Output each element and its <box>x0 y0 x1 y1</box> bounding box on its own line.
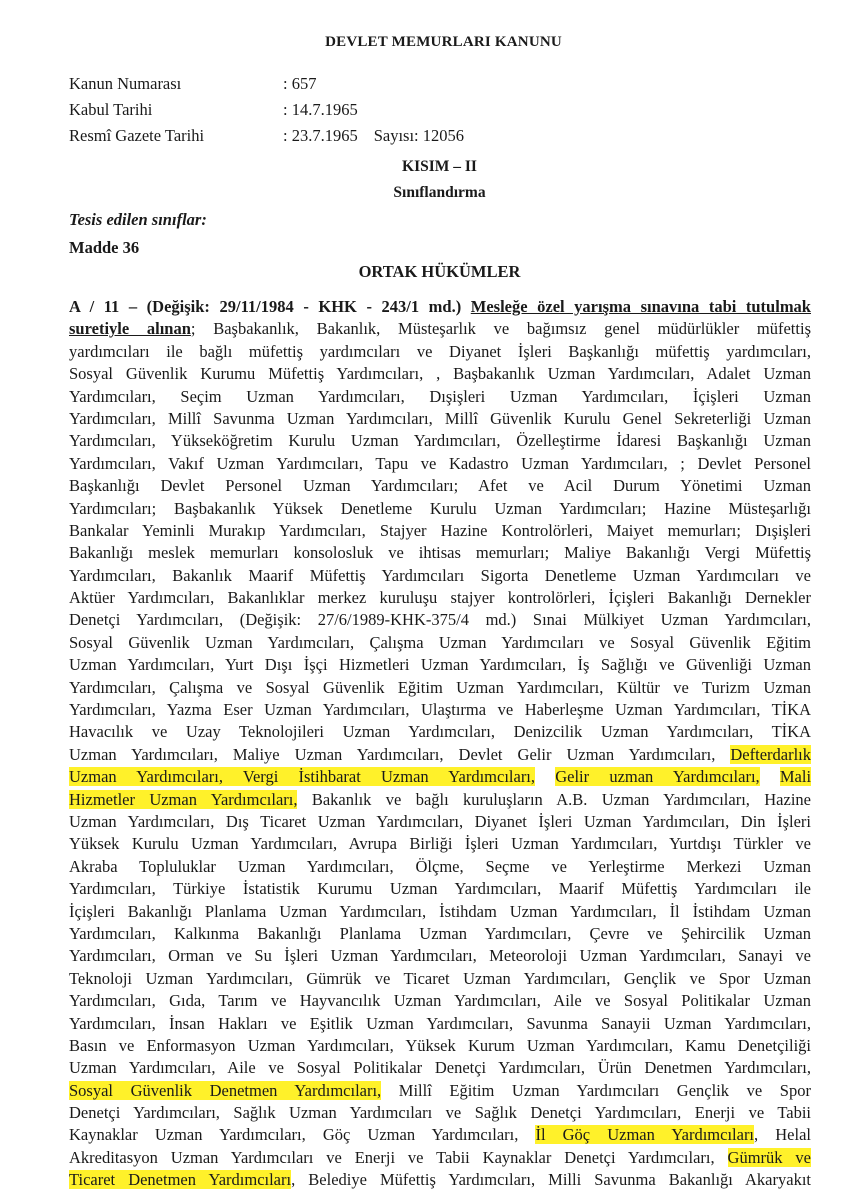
text-line: Yardımcıları, Yazma Eser Uzman Yardımcıları, Ulaştırma ve Haberleşme Uzman Yardımcıları, TİKA <box>69 700 811 720</box>
text-line: Bankalar Yeminli Murakıp Yardımcıları, Stajyer Hazine Kontrolörleri, Maiyet memurları; Dışişleri <box>69 520 811 540</box>
text-line: Uzman Yardımcıları, Aile ve Sosyal Politikalar Denetçi Yardımcıları, Ürün Denetmen Yardımcıları, <box>69 1058 811 1078</box>
highlighted-phrase: Gelir uzman Yardımcıları, <box>555 767 760 787</box>
text-line: Yardımcıları, Yükseköğretim Kurulu Uzman Yardımcıları, Özelleştirme İdaresi Başkanlığı Uzman <box>69 431 811 451</box>
highlighted-phrase: Ticaret Denetmen Yardımcıları <box>69 1170 292 1190</box>
text-line: Yardımcıları, Gıda, Tarım ve Hayvancılık Uzman Yardımcıları, Aile ve Sosyal Politikalar Uzman <box>69 991 811 1011</box>
text-line: Akraba Topluluklar Uzman Yardımcıları, Ölçme, Seçme ve Yerleştirme Merkezi Uzman <box>69 856 811 876</box>
meta-row-number <box>69 71 464 97</box>
text-line: Başkanlığı Devlet Personel Uzman Yardımcıları; Afet ve Acil Durum Yönetimi Uzman <box>69 476 811 496</box>
text-line: Yardımcıları, Orman ve Su İşleri Uzman Yardımcıları, Meteoroloji Uzman Yardımcıları, Sanayi ve <box>69 946 811 966</box>
text-line: Denetçi Yardımcıları, Sağlık Uzman Yardımcıları ve Sağlık Denetçi Yardımcıları, Enerji ve Tabii <box>69 1103 811 1123</box>
text-line: Yardımcıları, İnsan Hakları ve Eşitlik Uzman Yardımcıları, Savunma Sanayii Uzman Yardımcıları, <box>69 1013 811 1033</box>
meta-row-acceptance <box>69 97 464 123</box>
law-meta <box>69 71 464 149</box>
text-line: Yardımcıları, Millî Savunma Uzman Yardımcıları, Millî Güvenlik Kurulu Genel Sekreterliği Uzman <box>69 408 811 428</box>
text-line <box>69 744 811 766</box>
text-line: Havacılık ve Uzay Teknolojileri Uzman Yardımcıları, Denizcilik Uzman Yardımcıları, TİKA <box>69 722 811 742</box>
highlighted-phrase: Hizmetler Uzman Yardımcıları, <box>69 789 298 809</box>
tesis-heading: Tesis edilen sınıflar: <box>69 210 207 229</box>
text-line: Sosyal Güvenlik Uzman Yardımcıları, Çalışma Uzman Yardımcıları ve Sosyal Güvenlik Eğitim <box>69 632 811 652</box>
text-line <box>69 1169 811 1191</box>
text-line: Uzman Yardımcıları, Yurt Dışı İşçi Hizmetleri Uzman Yardımcıları, İş Sağlığı ve Güvenliği Uzman <box>69 655 811 675</box>
highlighted-phrase: Defterdarlık <box>730 744 811 764</box>
text-line: Yardımcıları; Başbakanlık Yüksek Denetleme Kurulu Uzman Yardımcıları; Hazine Müsteşarlığı <box>69 498 811 518</box>
text-run: ; Başbakanlık, Bakanlık, Müsteşarlık ve bağımsız genel müdürlükler müfettiş <box>190 319 811 339</box>
meta-row-gazette <box>69 123 464 149</box>
section-subtitle: Sınıflandırma <box>393 184 486 201</box>
underlined-phrase: suretiyle alınan <box>69 319 191 339</box>
text-line: Sosyal Güvenlik Kurumu Müfettiş Yardımcıları, , Başbakanlık Uzman Yardımcıları, Adalet Uzman <box>69 364 811 384</box>
text-line <box>69 1124 811 1146</box>
text-run: Kaynaklar Uzman Yardımcıları, Göç Uzman Yardımcıları, <box>69 1125 536 1145</box>
text-line: Yardımcıları, Türkiye İstatistik Kurumu Uzman Yardımcıları, Maarif Müfettiş Yardımcıları ile <box>69 879 811 899</box>
highlighted-phrase: Gümrük ve <box>727 1147 811 1167</box>
text-run: Akreditasyon Uzman Yardımcıları ve Enerji ve Tabii Kaynaklar Denetçi Yardımcıları, <box>69 1147 728 1167</box>
text-line: Basın ve Enformasyon Uzman Yardımcıları, Yüksek Kurum Uzman Yardımcıları, Kamu Denetçiliği <box>69 1035 811 1055</box>
text-line <box>69 766 811 788</box>
text-run: , Belediye Müfettiş Yardımcıları, Milli Savunma Bakanlığı Akaryakıt <box>291 1170 811 1190</box>
text-line: Uzman Yardımcıları, Dış Ticaret Uzman Yardımcıları, Diyanet İşleri Uzman Yardımcıları, Din İşleri <box>69 811 811 831</box>
text-line <box>69 1080 811 1102</box>
text-run: , Helal <box>754 1125 811 1145</box>
common-provisions-heading: ORTAK HÜKÜMLER <box>358 262 521 281</box>
text-line: Yüksek Kurulu Uzman Yardımcıları, Avrupa Birliği İşleri Uzman Yardımcıları, Yurtdışı Türkler ve <box>69 834 811 854</box>
text-line: İçişleri Bakanlığı Planlama Uzman Yardımcıları, İstihdam Uzman Yardımcıları, İl İstihdam Uzman <box>69 901 811 921</box>
article-body <box>69 296 811 1192</box>
amendment-ref: A / 11 – (Değişik: 29/11/1984 - KHK - 243/1 md.) <box>69 297 471 316</box>
highlighted-phrase: Uzman Yardımcıları, Vergi İstihbarat Uzman Yardımcıları, <box>69 767 536 787</box>
text-line <box>69 789 811 811</box>
text-line: Yardımcıları, Bakanlık Maarif Müfettiş Yardımcıları Sigorta Denetleme Uzman Yardımcıları ve <box>69 565 811 585</box>
meta-value: : 14.7.1965 <box>283 100 358 119</box>
text-line <box>69 318 811 340</box>
document-title: DEVLET MEMURLARI KANUNU <box>325 34 562 50</box>
text-run: Millî Eğitim Uzman Yardımcıları Gençlik ve Spor <box>381 1080 811 1100</box>
text-run: Uzman Yardımcıları, Maliye Uzman Yardımcıları, Devlet Gelir Uzman Yardımcıları, <box>69 744 731 764</box>
article-heading: Madde 36 <box>69 238 140 257</box>
meta-label: Resmî Gazete Tarihi <box>69 126 205 145</box>
meta-value: : 657 <box>283 74 317 93</box>
text-line: Yardımcıları, Seçim Uzman Yardımcıları, Dışişleri Uzman Yardımcıları, İçişleri Uzman <box>69 386 811 406</box>
meta-label: Kabul Tarihi <box>69 100 153 119</box>
text-line: Aktüer Yardımcıları, Bakanlıklar merkez kuruluşu stajyer kontrolörleri, İçişleri Bakanlığı Dernekler <box>69 588 811 608</box>
text-line: yardımcıları ile bağlı müfettiş yardımcıları ve Diyanet İşleri Başkanlığı müfettiş yardımcıları, <box>69 341 811 361</box>
meta-extra: Sayısı: 12056 <box>373 126 465 145</box>
text-line: Denetçi Yardımcıları, (Değişik: 27/6/1989-KHK-375/4 md.) Sınai Mülkiyet Uzman Yardımcıları, <box>69 610 811 630</box>
text-line: Teknoloji Uzman Yardımcıları, Gümrük ve Ticaret Uzman Yardımcıları, Gençlik ve Spor Uzman <box>69 968 811 988</box>
underlined-phrase: Mesleğe özel yarışma sınavına tabi tutulmak <box>470 297 811 316</box>
highlighted-phrase: Mali <box>779 767 812 787</box>
text-line: Bakanlığı meslek memurları konsolosluk ve ihtisas memurları; Maliye Bakanlığı Vergi Müfettiş <box>69 543 811 563</box>
text-line: Yardımcıları, Vakıf Uzman Yardımcıları, Tapu ve Kadastro Uzman Yardımcıları, ; Devlet Personel <box>69 453 811 473</box>
section-title: KISIM – II <box>402 158 477 175</box>
text-line <box>69 1147 811 1169</box>
meta-value: : 23.7.1965 <box>283 126 358 145</box>
highlighted-phrase: İl Göç Uzman Yardımcıları <box>535 1125 755 1145</box>
text-run: Bakanlık ve bağlı kuruluşların A.B. Uzman Yardımcıları, Hazine <box>297 789 811 809</box>
text-line <box>69 296 811 318</box>
text-line: Yardımcıları, Kalkınma Bakanlığı Planlama Uzman Yardımcıları, Çevre ve Şehircilik Uzman <box>69 923 811 943</box>
highlighted-phrase: Sosyal Güvenlik Denetmen Yardımcıları, <box>69 1080 382 1100</box>
text-line: Yardımcıları, Çalışma ve Sosyal Güvenlik Eğitim Uzman Yardımcıları, Kültür ve Turizm Uzman <box>69 677 811 697</box>
meta-label: Kanun Numarası <box>69 74 182 93</box>
